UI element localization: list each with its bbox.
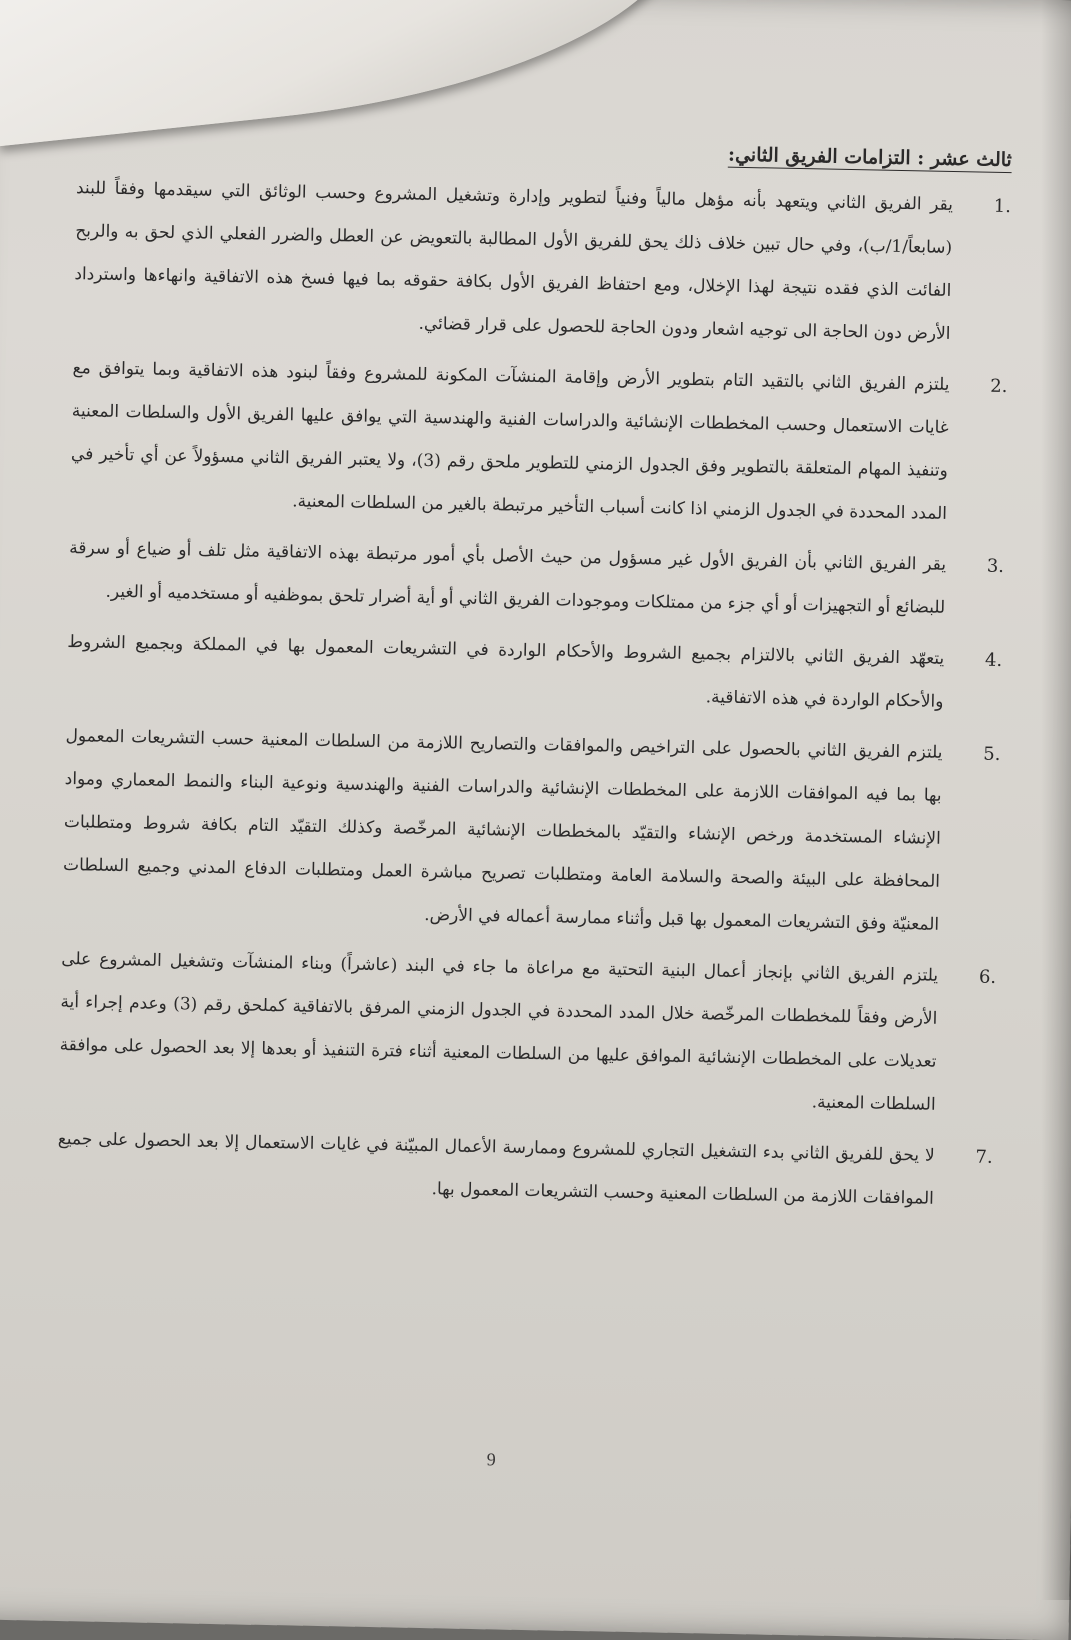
clause-item xyxy=(73,167,1011,357)
clause-number: .1 xyxy=(993,195,1012,218)
clause-item xyxy=(57,1118,993,1222)
clause-text: لا يحق للفريق الثاني بدء التشغيل التجاري للمشروع وممارسة الأعمال المبيّنة في غايات الاستعمال إلا بعد الحصول على جميع الموافقات اللازمة من السلطات المعنية وحسب التشريعات المعمول بها. xyxy=(57,1128,935,1209)
page-number: 9 xyxy=(486,1449,496,1470)
clause-number: .3 xyxy=(986,555,1005,578)
clause-item xyxy=(62,715,1001,948)
clause-item xyxy=(66,621,1002,725)
clause-number: .5 xyxy=(983,743,1001,765)
clause-list xyxy=(57,167,1012,1222)
clause-number: .7 xyxy=(975,1146,993,1168)
page-edge-shadow xyxy=(1041,0,1071,1600)
clause-text: يقر الفريق الثاني ويتعهد بأنه مؤهل مالياً وفنياً لتطوير وإدارة وتشغيل المشروع وحسب الوثائق التي سيقدمها وفقاً للبند (سابعاً/1/ب)، وفي حال تبين خلاف ذلك يحق للفريق الأول المطالبة بالتعويض عن العطل والضرر الفعلي الذي لحق به والربح الفائت الذي فقده نتيجة لهذا الإخلال، ومع احتفاظ الفريق الأول بكافة حقوقه بما فيها فسخ هذه الاتفاقية وانهاءها واسترداد الأرض دون الحاجة الى توجيه اشعار ودون الحاجة للحصول على قرار قضائي. xyxy=(74,178,954,344)
clause-text: يلتزم الفريق الثاني بإنجاز أعمال البنية التحتية مع مراعاة ما جاء في البند (عاشراً) وبناء المنشآت وتشغيل المشروع على الأرض وفقاً للمخططات المرخّصة خلال المدد المحددة في الجدول الزمني المرفق بالاتفاقية كملحق رقم (3) وعدم إجراء أية تعديلات على المخططات الإنشائية الموافق عليها من السلطات المعنية أثناء فترة التنفيذ أو بعدها إلا بعد الحصول على موافقة السلطات المعنية. xyxy=(59,948,939,1115)
clause-number: .6 xyxy=(978,966,997,988)
clause-item xyxy=(68,527,1004,631)
clause-text: يلتزم الفريق الثاني بالحصول على التراخيص والموافقات والتصاريح اللازمة من السلطات المعنية حسب التشريعات المعمول بها بما فيه الموافقات اللازمة على المخططات الإنشائية والدراسات الفنية والهندسية ونوعية البناء والنمط المعماري ومواد الإنشاء المستخدمة ورخص الإنشاء والتقيّد بالمخططات الإنشائية المرخّصة وكذلك التقيّد التام بكافة شروط ومتطلبات المحافظة على البيئة والصحة والسلامة العامة ومتطلبات تصريح مباشرة العمل ومتطلبات الدفاع المدني وجميع السلطات المعنيّة وفق التشريعات المعمول بها قبل وأثناء ممارسة أعماله في الأرض. xyxy=(62,726,943,935)
clause-number: .2 xyxy=(990,375,1008,398)
clause-item xyxy=(70,347,1008,537)
clause-text: يقر الفريق الثاني بأن الفريق الأول غير مسؤول من حيث الأصل بأي أمور مرتبطة بهذه الاتفاقية مثل تلف أو ضياع أو سرقة للبضائع أو التجهيزات أو أي جزء من ممتلكات وموجودات الفريق الثاني أو أية أضرار تلحق بموظفيه أو مستخدميه أو الغير. xyxy=(69,538,947,618)
clause-number: .4 xyxy=(984,649,1003,671)
document-body xyxy=(56,131,1012,1230)
clause-item xyxy=(58,938,996,1128)
clause-text: يتعهّد الفريق الثاني بالالتزام بجميع الشروط والأحكام الواردة في التشريعات المعمول بها في المملكة وبجميع الشروط والأحكام الواردة في هذه الاتفاقية. xyxy=(67,632,945,712)
clause-text: يلتزم الفريق الثاني بالتقيد التام بتطوير الأرض وإقامة المنشآت المكونة للمشروع وفقاً لبنود هذه الاتفاقية وبما يتوافق مع غايات الاستعمال وحسب المخططات الإنشائية والدراسات الفنية والهندسية التي يوافق عليها الفريق الأول والسلطات المعنية وتنفيذ المهام المتعلقة بالتطوير وفق الجدول الزمني للتطوير ملحق رقم (3)، ولا يعتبر الفريق الثاني مسؤولاً عن أي تأخير في المدد المحددة في الجدول الزمني اذا كانت أسباب التأخير مرتبطة بالغير من السلطات المعنية. xyxy=(70,358,950,524)
section-heading: ثالث عشر : التزامات الفريق الثاني: xyxy=(727,143,1013,172)
